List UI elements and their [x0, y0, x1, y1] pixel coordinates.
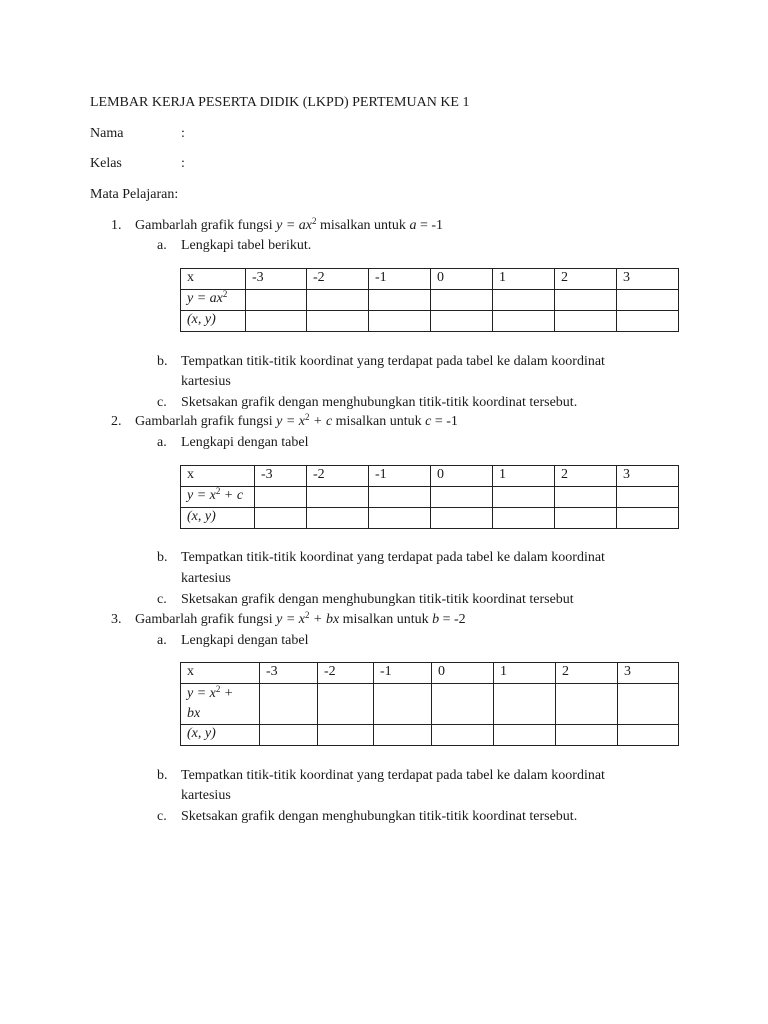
x-header-cell: x	[181, 269, 246, 290]
table-row	[181, 508, 679, 529]
table-row	[181, 269, 679, 290]
y-row-label: $y = x^2$ + bx	[181, 684, 260, 725]
point-cell[interactable]	[307, 311, 369, 332]
question-2-text: Gambarlah grafik fungsi $y = x^2 + c$ misalkan untuk c = -1	[135, 412, 458, 429]
table-row	[181, 290, 679, 311]
q3-table	[180, 662, 679, 746]
y-value-cell[interactable]	[617, 487, 679, 508]
q2-sub-c-marker: c.	[157, 592, 167, 607]
y-value-cell[interactable]	[255, 487, 307, 508]
x-value-cell: -3	[260, 663, 318, 684]
question-1-text: Gambarlah grafik fungsi $y = ax^2$ misalkan untuk a = -1	[135, 216, 443, 233]
x-value-cell: -2	[307, 269, 369, 290]
q1-sub-b-text: Tempatkan titik-titik koordinat yang terdapat pada tabel ke dalam koordinat	[181, 354, 605, 369]
x-value-cell: 1	[493, 269, 555, 290]
x-value-cell: -3	[246, 269, 307, 290]
question-1-number: 1.	[111, 218, 122, 233]
x-value-cell: -1	[369, 269, 431, 290]
point-cell[interactable]	[431, 508, 493, 529]
q3-sub-a-marker: a.	[157, 633, 167, 648]
x-value-cell: 1	[493, 466, 555, 487]
point-row-label: (x, y)	[181, 725, 260, 746]
q3-sub-b-text: Tempatkan titik-titik koordinat yang terdapat pada tabel ke dalam koordinat	[181, 768, 605, 783]
x-header-cell: x	[181, 663, 260, 684]
point-cell[interactable]	[432, 725, 494, 746]
x-value-cell: -2	[307, 466, 369, 487]
name-label: Nama	[90, 126, 124, 141]
x-value-cell: 3	[617, 466, 679, 487]
y-value-cell[interactable]	[260, 684, 318, 725]
q2-sub-a-marker: a.	[157, 435, 167, 450]
point-cell[interactable]	[431, 311, 493, 332]
x-value-cell: 2	[555, 466, 617, 487]
y-value-cell[interactable]	[493, 290, 555, 311]
table-row	[181, 466, 679, 487]
question-3-text: Gambarlah grafik fungsi $y = x^2$ + bx misalkan untuk b = -2	[135, 610, 466, 627]
y-value-cell[interactable]	[431, 290, 493, 311]
x-value-cell: 0	[432, 663, 494, 684]
x-value-cell: 2	[556, 663, 618, 684]
point-cell[interactable]	[555, 311, 617, 332]
y-value-cell[interactable]	[432, 684, 494, 725]
y-value-cell[interactable]	[555, 290, 617, 311]
point-cell[interactable]	[255, 508, 307, 529]
q1-sub-a-text: Lengkapi tabel berikut.	[181, 238, 312, 253]
x-value-cell: -2	[318, 663, 374, 684]
x-value-cell: 0	[431, 269, 493, 290]
q2-sub-b-marker: b.	[157, 550, 168, 565]
q2-sub-b-text: Tempatkan titik-titik koordinat yang terdapat pada tabel ke dalam koordinat	[181, 550, 605, 565]
table-row	[181, 684, 679, 725]
y-value-cell[interactable]	[307, 290, 369, 311]
x-value-cell: 3	[617, 269, 679, 290]
y-value-cell[interactable]	[618, 684, 679, 725]
x-header-cell: x	[181, 466, 255, 487]
point-row-label: (x, y)	[181, 311, 246, 332]
y-value-cell[interactable]	[493, 487, 555, 508]
x-value-cell: -1	[369, 466, 431, 487]
q1-sub-a-marker: a.	[157, 238, 167, 253]
y-value-cell[interactable]	[369, 487, 431, 508]
x-value-cell: 1	[494, 663, 556, 684]
table-row	[181, 663, 679, 684]
y-value-cell[interactable]	[374, 684, 432, 725]
q3-sub-b-text-cont: kartesius	[181, 788, 231, 803]
q1-table	[180, 268, 679, 332]
q2-sub-c-text: Sketsakan grafik dengan menghubungkan titik-titik koordinat tersebut	[181, 592, 574, 607]
point-cell[interactable]	[369, 508, 431, 529]
q3-sub-b-marker: b.	[157, 768, 168, 783]
question-2-number: 2.	[111, 414, 122, 429]
y-value-cell[interactable]	[556, 684, 618, 725]
table-row	[181, 311, 679, 332]
x-value-cell: 0	[431, 466, 493, 487]
q1-sub-c-text: Sketsakan grafik dengan menghubungkan titik-titik koordinat tersebut.	[181, 395, 578, 410]
name-colon: :	[181, 126, 185, 141]
point-cell[interactable]	[260, 725, 318, 746]
point-cell[interactable]	[369, 311, 431, 332]
q3-sub-c-text: Sketsakan grafik dengan menghubungkan titik-titik koordinat tersebut.	[181, 809, 578, 824]
q1-sub-b-marker: b.	[157, 354, 168, 369]
point-cell[interactable]	[555, 508, 617, 529]
x-value-cell: 3	[618, 663, 679, 684]
point-cell[interactable]	[318, 725, 374, 746]
table-row	[181, 725, 679, 746]
q3-sub-c-marker: c.	[157, 809, 167, 824]
point-cell[interactable]	[556, 725, 618, 746]
y-row-label: $y = x^2 + c$	[181, 487, 255, 508]
q1-sub-c-marker: c.	[157, 395, 167, 410]
point-cell[interactable]	[246, 311, 307, 332]
subject-label: Mata Pelajaran:	[90, 187, 179, 202]
x-value-cell: 2	[555, 269, 617, 290]
point-cell[interactable]	[307, 508, 369, 529]
y-value-cell[interactable]	[369, 290, 431, 311]
q2-table	[180, 465, 679, 529]
q2-sub-a-text: Lengkapi dengan tabel	[181, 435, 309, 450]
page-title: LEMBAR KERJA PESERTA DIDIK (LKPD) PERTEMUAN KE 1	[90, 95, 470, 110]
y-value-cell[interactable]	[307, 487, 369, 508]
point-cell[interactable]	[618, 725, 679, 746]
question-3-number: 3.	[111, 612, 122, 627]
point-cell[interactable]	[374, 725, 432, 746]
q3-sub-a-text: Lengkapi dengan tabel	[181, 633, 309, 648]
y-value-cell[interactable]	[246, 290, 307, 311]
point-row-label: (x, y)	[181, 508, 255, 529]
x-value-cell: -3	[255, 466, 307, 487]
y-value-cell[interactable]	[555, 487, 617, 508]
q2-sub-b-text-cont: kartesius	[181, 571, 231, 586]
table-row	[181, 487, 679, 508]
point-cell[interactable]	[617, 311, 679, 332]
x-value-cell: -1	[374, 663, 432, 684]
y-value-cell[interactable]	[617, 290, 679, 311]
class-label: Kelas	[90, 156, 122, 171]
y-row-label: $y = ax^2$	[181, 290, 246, 311]
point-cell[interactable]	[493, 311, 555, 332]
point-cell[interactable]	[617, 508, 679, 529]
point-cell[interactable]	[494, 725, 556, 746]
y-value-cell[interactable]	[431, 487, 493, 508]
class-colon: :	[181, 156, 185, 171]
y-value-cell[interactable]	[318, 684, 374, 725]
q1-sub-b-text-cont: kartesius	[181, 374, 231, 389]
y-value-cell[interactable]	[494, 684, 556, 725]
point-cell[interactable]	[493, 508, 555, 529]
